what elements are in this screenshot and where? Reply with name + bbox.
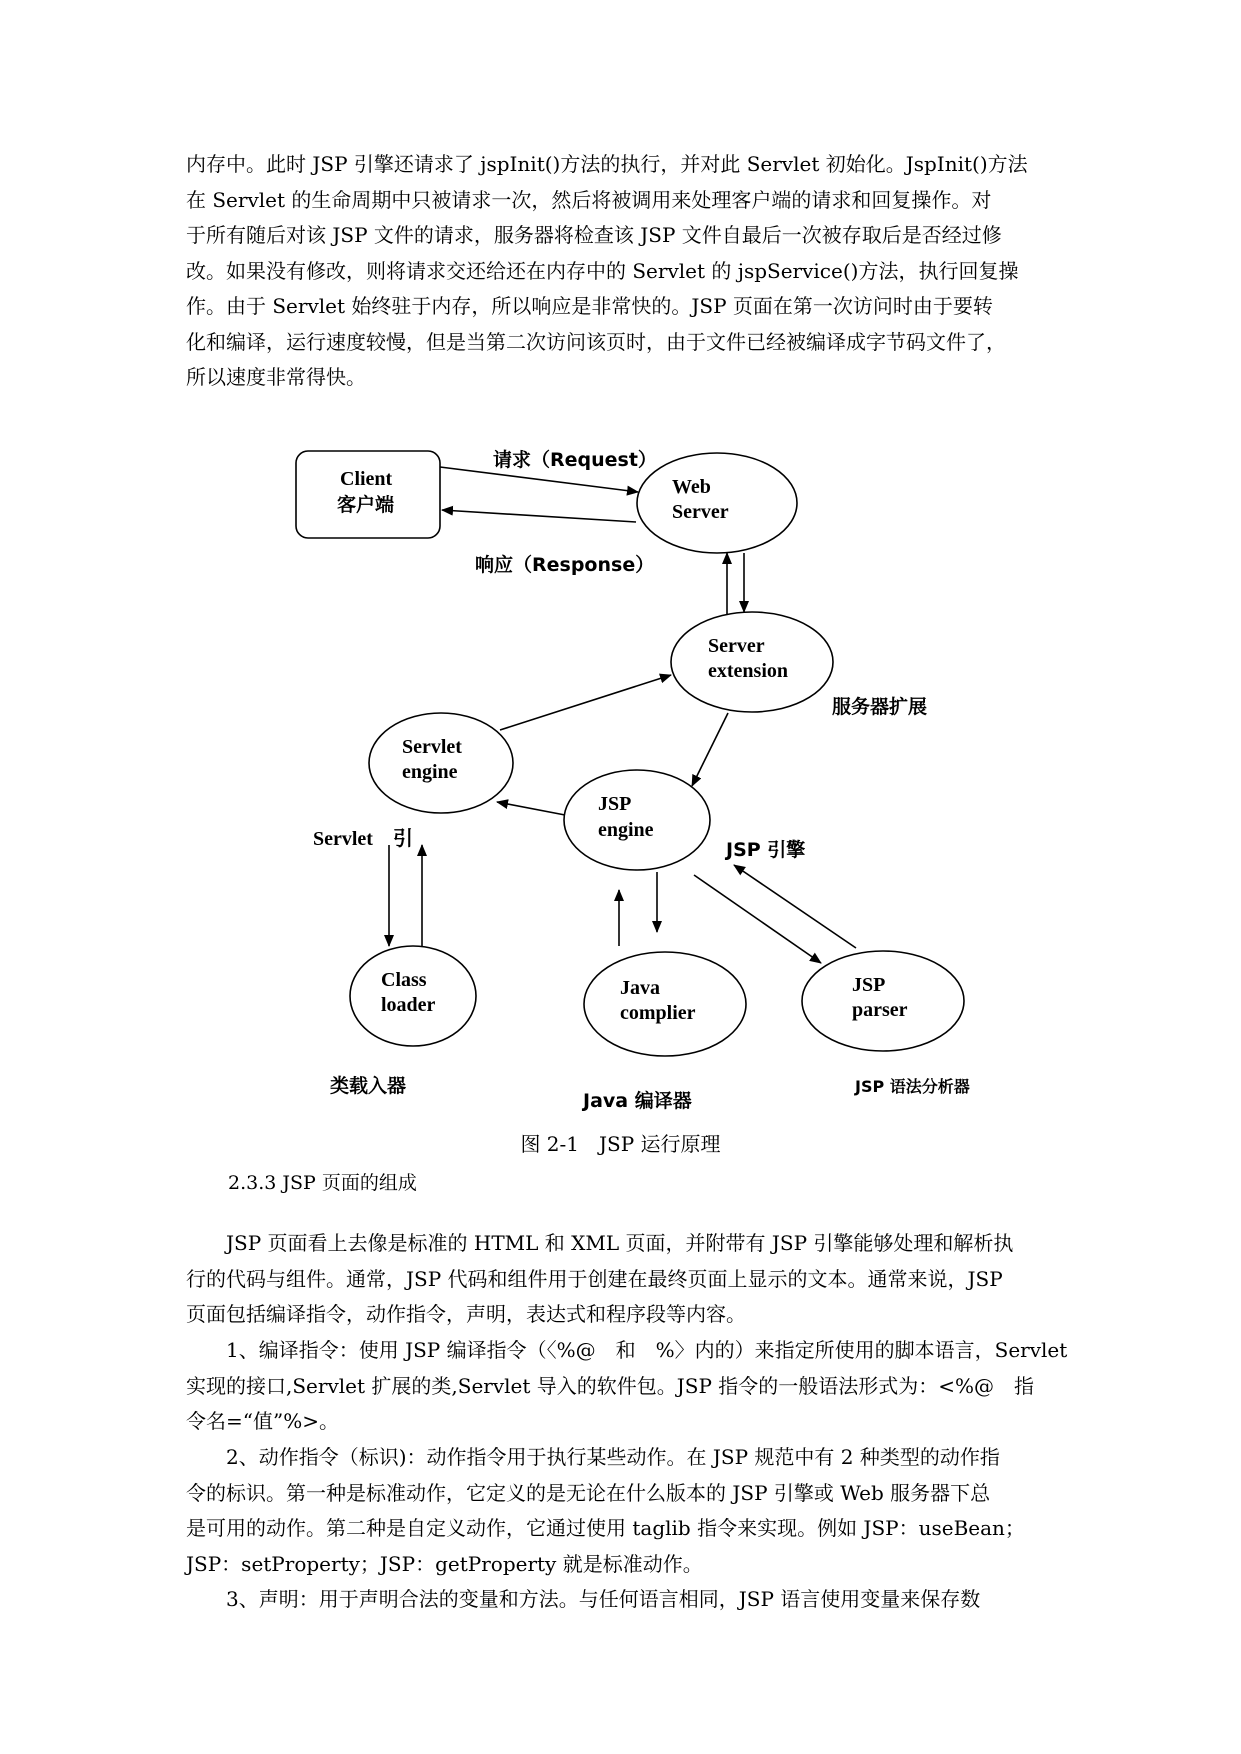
text-line: 令的标识。第一种是标准动作，它定义的是无论在什么版本的 JSP 引擎或 Web 服务器下总 (186, 1480, 991, 1505)
java-compiler-label-2: complier (620, 1002, 696, 1024)
servlet-engine-label-2: engine (402, 761, 458, 783)
text-line: 所以速度非常得快。 (186, 365, 366, 389)
class-loader-label-1: Class (381, 969, 427, 991)
jsp-parser-label-1: JSP (852, 974, 886, 996)
paragraph-declarations (186, 1582, 1060, 1618)
text-line: 在 Servlet 的生命周期中只被请求一次，然后将被调用来处理客户端的请求和回复操作。对 (186, 187, 992, 212)
text-line: 1、编译指令：使用 JSP 编译指令（〈%@ 和 %〉内的）来指定所使用的脚本语言，Servlet (226, 1338, 1068, 1362)
client-label-en: Client (340, 468, 393, 490)
server-extension-label-1: Server (708, 635, 765, 657)
jsp-engine-caption: JSP 引擎 (726, 839, 806, 861)
response-label: 响应（Response） (475, 554, 655, 576)
servlet-engine-caption: Servlet 引 (313, 828, 413, 850)
jsp-to-parser-arrow (694, 875, 821, 963)
text-line: 化和编译，运行速度较慢，但是当第二次访问该页时，由于文件已经被编译成字节码文件了， (186, 329, 1006, 354)
text-line: 令名=“值”%>。 (186, 1409, 339, 1433)
paragraph-composition (186, 1226, 1060, 1333)
java-compiler-caption: Java 编译器 (583, 1090, 692, 1112)
text-line: 2、动作指令（标识)：动作指令用于执行某些动作。在 JSP 规范中有 2 种类型的动作指 (226, 1445, 1000, 1469)
server-extension-caption: 服务器扩展 (832, 696, 928, 718)
ext-to-jsp-arrow (692, 713, 728, 786)
text-line: 3、声明：用于声明合法的变量和方法。与任何语言相同，JSP 语言使用变量来保存数 (226, 1587, 981, 1611)
jsp-to-servlet-arrow (497, 802, 565, 815)
parser-to-jsp-arrow (734, 865, 856, 948)
text-line: 是可用的动作。第二种是自定义动作，它通过使用 taglib 指令来实现。例如 JSP：useBean； (186, 1516, 1025, 1540)
paragraph-directives (186, 1333, 1068, 1440)
servlet-to-ext-arrow (500, 675, 671, 730)
text-line: 实现的接口,Servlet 扩展的类,Servlet 导入的软件包。JSP 指令的一般语法形式为：<%@ 指 (186, 1373, 1035, 1398)
text-line: 作。由于 Servlet 始终驻于内存，所以响应是非常快的。JSP 页面在第一次访问时由于要转 (186, 294, 993, 318)
class-loader-caption: 类载入器 (330, 1075, 407, 1097)
server-extension-label-2: extension (708, 660, 788, 682)
text-line: 内存中。此时 JSP 引擎还请求了 jspInit()方法的执行，并对此 Servlet 初始化。JspInit()方法 (186, 152, 1028, 176)
web-server-label-2: Server (672, 501, 729, 523)
text-line: JSP：setProperty；JSP：getProperty 就是标准动作。 (186, 1551, 703, 1576)
response-arrow (442, 510, 636, 522)
jsp-engine-label-2: engine (598, 819, 654, 841)
paragraph-actions (186, 1440, 1060, 1582)
request-label: 请求（Request） (493, 449, 657, 471)
figure-caption: 图 2-1 JSP 运行原理 (520, 1132, 721, 1156)
class-loader-label-2: loader (381, 994, 436, 1016)
jsp-parser-caption: JSP 语法分析器 (855, 1077, 970, 1096)
section-heading: 2.3.3 JSP 页面的组成 (228, 1172, 417, 1194)
client-label-zh: 客户端 (337, 494, 395, 516)
text-line: JSP 页面看上去像是标准的 HTML 和 XML 页面，并附带有 JSP 引擎能够处理和解析执 (226, 1231, 1014, 1255)
servlet-engine-label-1: Servlet (402, 736, 462, 758)
jsp-parser-label-2: parser (852, 999, 908, 1021)
text-line: 行的代码与组件。通常，JSP 代码和组件用于创建在最终页面上显示的文本。通常来说，JSP (186, 1266, 1003, 1291)
text-line: 于所有随后对该 JSP 文件的请求，服务器将检查该 JSP 文件自最后一次被存取后是否经过修 (186, 223, 1002, 247)
jsp-engine-label-1: JSP (598, 793, 632, 815)
text-line: 页面包括编译指令，动作指令，声明，表达式和程序段等内容。 (186, 1302, 746, 1326)
text-line: 改。如果没有修改，则将请求交还给还在内存中的 Servlet 的 jspService()方法，执行回复操 (186, 258, 1019, 283)
web-server-label-1: Web (672, 476, 711, 498)
java-compiler-label-1: Java (620, 977, 660, 999)
